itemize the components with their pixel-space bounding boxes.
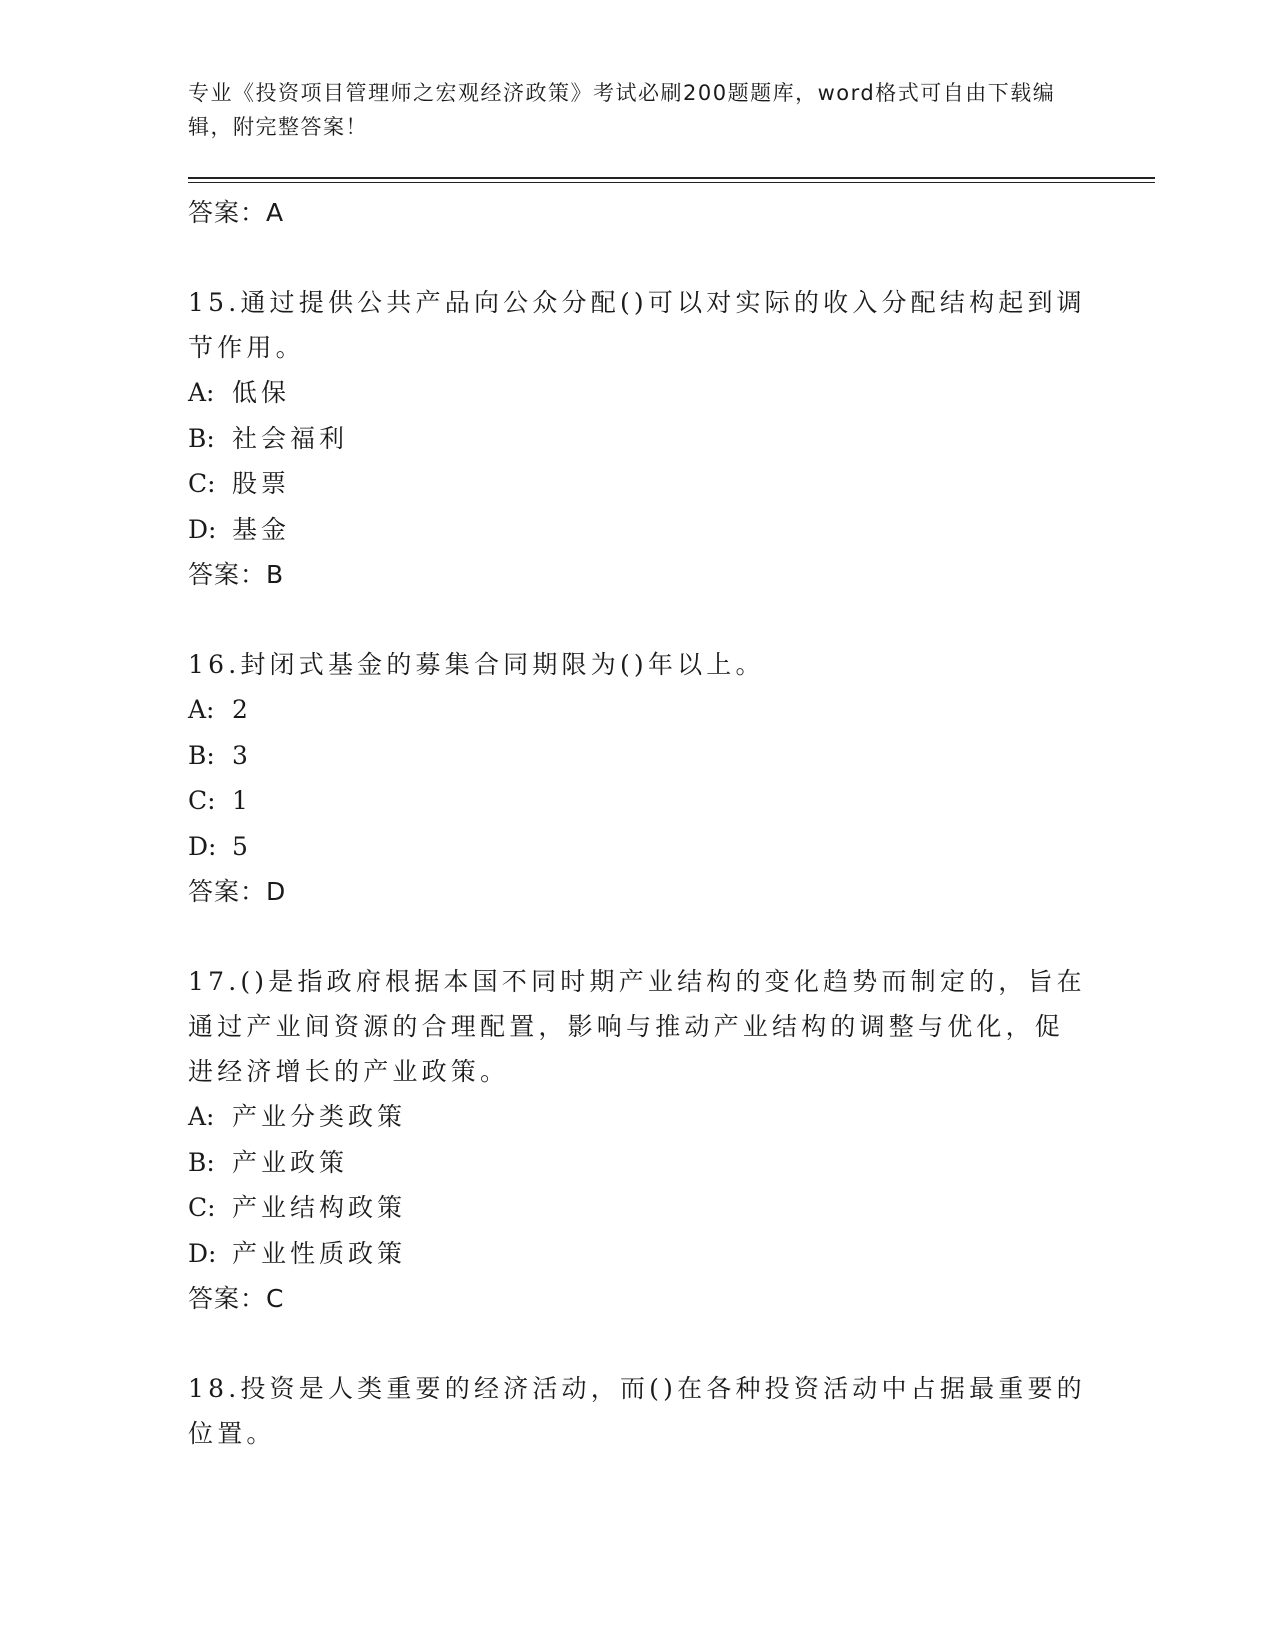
option-letter: D: (188, 831, 217, 861)
question-text: 18.投资是人类重要的经济活动，而()在各种投资活动中占据最重要的位置。 (188, 1374, 1086, 1448)
document-header: 专业《投资项目管理师之宏观经济政策》考试必刷200题题库，word格式可自由下载编辑，附完整答案！ (188, 81, 1056, 139)
option-letter: D: (188, 1238, 217, 1268)
option-letter: B: (188, 1147, 215, 1177)
option-a (188, 370, 1088, 416)
option-letter: C: (188, 786, 216, 815)
option-text: 产业分类政策 (232, 1102, 407, 1131)
header-rule-thick (188, 177, 1155, 179)
question-list (188, 190, 1088, 1456)
option-text: 低保 (232, 378, 291, 407)
option-text: 社会福利 (232, 423, 349, 453)
option-text: 产业政策 (232, 1147, 349, 1177)
option-d (188, 1231, 1088, 1277)
question-block (188, 1366, 1088, 1456)
question-block (188, 959, 1088, 1322)
option-text: 3 (232, 740, 252, 770)
option-text: 产业性质政策 (232, 1238, 407, 1268)
option-b (188, 1140, 1088, 1186)
option-text: 基金 (232, 514, 291, 544)
option-d (188, 507, 1088, 553)
option-c (188, 461, 1088, 507)
option-letter: D: (188, 514, 217, 544)
option-b (188, 733, 1088, 779)
question-text: 16.封闭式基金的募集合同期限为()年以上。 (188, 650, 765, 679)
answer-text: 答案：D (188, 877, 287, 906)
option-c (188, 1185, 1088, 1231)
option-c (188, 778, 1088, 824)
option-letter: C: (188, 1193, 216, 1222)
question-text: 17.()是指政府根据本国不同时期产业结构的变化趋势而制定的，旨在通过产业间资源的合理配置，影响与推动产业结构的调整与优化，促进经济增长的产业政策。 (188, 967, 1086, 1086)
option-letter: C: (188, 469, 216, 498)
answer-text: 答案：B (188, 560, 285, 589)
option-text: 2 (232, 695, 252, 724)
question-block (188, 280, 1088, 598)
option-text: 5 (232, 831, 252, 861)
option-letter: B: (188, 740, 215, 770)
option-text: 股票 (232, 469, 291, 498)
option-text: 产业结构政策 (232, 1193, 407, 1222)
option-text: 1 (232, 786, 252, 815)
option-b (188, 416, 1088, 462)
option-d (188, 824, 1088, 870)
header-rule-thin (188, 182, 1155, 183)
option-letter: A: (188, 695, 215, 724)
question-block (188, 642, 1088, 915)
question-text: 15.通过提供公共产品向公众分配()可以对实际的收入分配结构起到调节作用。 (188, 288, 1086, 362)
answer-text: 答案：C (188, 1284, 285, 1313)
option-letter: B: (188, 423, 215, 453)
option-letter: A: (188, 378, 215, 407)
option-a (188, 1094, 1088, 1140)
answer-text: 答案：A (188, 198, 285, 227)
option-letter: A: (188, 1102, 215, 1131)
option-a (188, 687, 1088, 733)
